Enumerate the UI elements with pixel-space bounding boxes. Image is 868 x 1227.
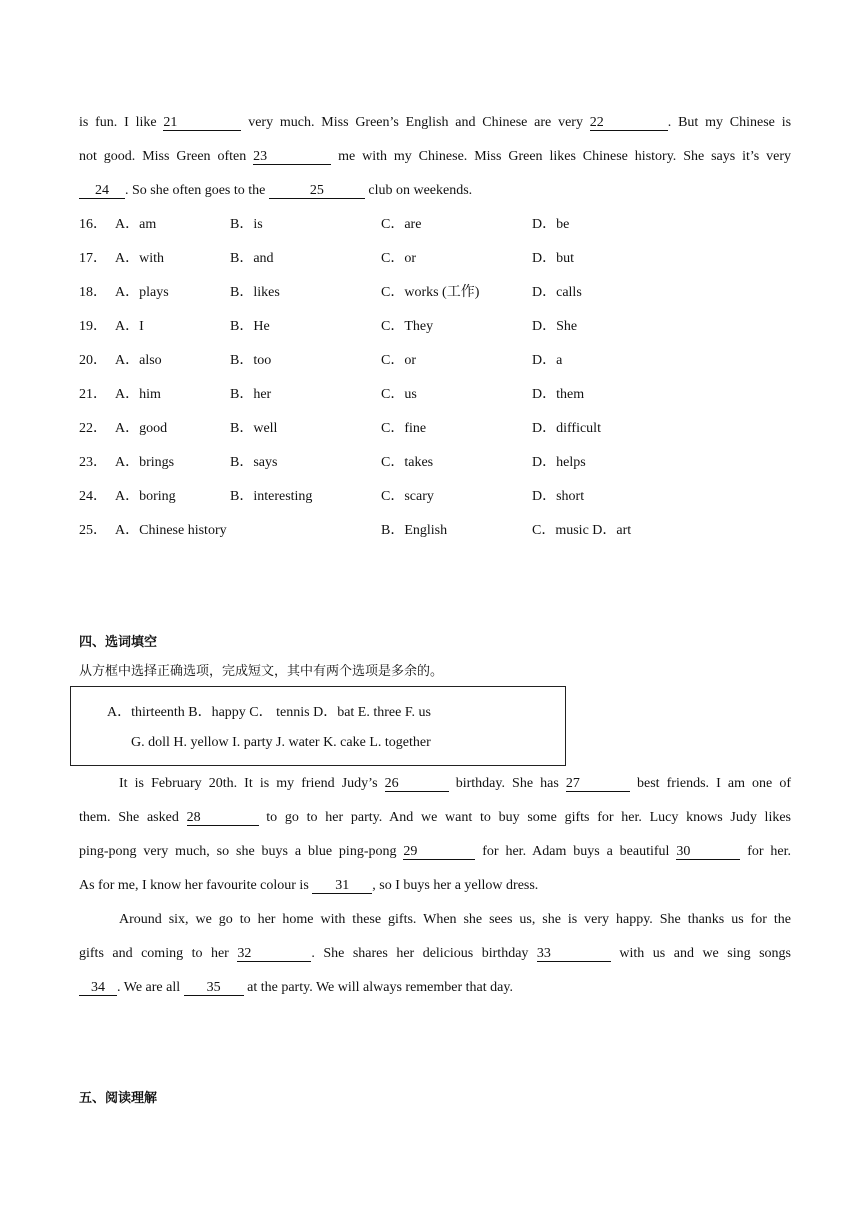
text: . So she often goes to the [125, 183, 266, 198]
passage2-p1-line2 [79, 808, 791, 828]
text: As for me, I know her favourite colour is [79, 878, 309, 893]
text: club on weekends. [368, 183, 473, 198]
option-b: B．He [230, 319, 270, 334]
text: . We are all [117, 980, 181, 995]
blank-21: 21 [163, 115, 241, 131]
option-d: D．but [532, 251, 574, 266]
passage2-p1-line1 [119, 774, 791, 794]
option-b: B．well [230, 421, 278, 436]
passage1-line3 [79, 181, 791, 201]
blank-30: 30 [676, 844, 740, 860]
text: for her. [747, 844, 792, 859]
text: is fun. I like [79, 115, 157, 130]
passage2-p2-line1 [119, 910, 791, 930]
section-4-instruction: 从方框中选择正确选项，完成短文，其中有两个选项是多余的。 [79, 664, 444, 679]
passage1-line2 [79, 147, 791, 167]
question-number: 25． [79, 523, 107, 538]
option-d: D．be [532, 217, 570, 232]
text: , so I buys her a yellow dress. [372, 878, 539, 893]
option-c: C．music D．art [532, 523, 632, 538]
passage1-line1 [79, 113, 791, 133]
blank-27: 27 [566, 776, 630, 792]
passage2-p1-line4 [79, 876, 791, 896]
question-number: 22． [79, 421, 107, 436]
text: me with my Chinese. Miss Green likes Chinese history. She says it’s very [338, 149, 792, 164]
text: for her. Adam buys a beautiful [482, 844, 670, 859]
text: not good. Miss Green often [79, 149, 247, 164]
blank-25: 25 [269, 183, 365, 199]
text: Around six, we go to her home with these gifts. When she sees us, she is very happy. She thanks us for the [119, 912, 791, 927]
blank-29: 29 [403, 844, 475, 860]
option-a: A．plays [115, 285, 169, 300]
question-number: 20． [79, 353, 107, 368]
option-b: B．says [230, 455, 278, 470]
blank-22: 22 [590, 115, 668, 131]
option-c: C．or [381, 251, 416, 266]
option-a: A．boring [115, 489, 176, 504]
blank-34: 34 [79, 980, 117, 996]
question-number: 24． [79, 489, 107, 504]
blank-35: 35 [184, 980, 244, 996]
option-c: C．fine [381, 421, 427, 436]
blank-24: 24 [79, 183, 125, 199]
blank-33: 33 [537, 946, 611, 962]
question-number: 23． [79, 455, 107, 470]
option-b: B．too [230, 353, 272, 368]
option-a: A．I [115, 319, 144, 334]
question-number: 16． [79, 217, 107, 232]
text: very much. Miss Green’s English and Chinese are very [248, 115, 583, 130]
text: gifts and coming to her [79, 946, 229, 961]
option-a: A．Chinese history [115, 523, 227, 538]
question-number: 17． [79, 251, 107, 266]
option-a: A．good [115, 421, 168, 436]
option-c: C．or [381, 353, 416, 368]
option-d: D．She [532, 319, 578, 334]
section-4-heading: 四、选词填空 [79, 635, 158, 650]
passage2-p2-line3 [79, 978, 791, 998]
passage2-p1-line3 [79, 842, 791, 862]
option-c: C．takes [381, 455, 434, 470]
option-b: B．and [230, 251, 274, 266]
option-d: D．short [532, 489, 585, 504]
option-d: D．them [532, 387, 585, 402]
passage2-p2-line2 [79, 944, 791, 964]
question-number: 21． [79, 387, 107, 402]
option-a: A．am [115, 217, 157, 232]
option-a: A．him [115, 387, 161, 402]
text: It is February 20th. It is my friend Judy’s [119, 776, 378, 791]
option-c: C．works (工作) [381, 285, 480, 300]
option-b: B．interesting [230, 489, 313, 504]
question-number: 19． [79, 319, 107, 334]
text: birthday. She has [455, 776, 559, 791]
word-box-line-2: G. doll H. yellow I. party J. water K. cake L. together [131, 735, 431, 750]
text: with us and we sing songs [619, 946, 791, 961]
text: them. She asked [79, 810, 179, 825]
option-c: C．are [381, 217, 422, 232]
option-a: A．brings [115, 455, 175, 470]
option-c: C．us [381, 387, 417, 402]
option-b: B．English [381, 523, 448, 538]
section-5-heading: 五、阅读理解 [79, 1091, 158, 1106]
text: at the party. We will always remember that day. [247, 980, 513, 995]
option-b: B．her [230, 387, 272, 402]
text: to go to her party. And we want to buy some gifts for her. Lucy knows Judy likes [266, 810, 792, 825]
option-a: A．with [115, 251, 164, 266]
option-c: C．They [381, 319, 434, 334]
option-d: D．difficult [532, 421, 601, 436]
text: best friends. I am one of [637, 776, 792, 791]
word-box-line-1: A．thirteenth B．happy C． tennis D．bat E. three F. us [107, 705, 431, 720]
option-d: D．calls [532, 285, 582, 300]
blank-23: 23 [253, 149, 331, 165]
blank-28: 28 [187, 810, 259, 826]
word-box [70, 686, 566, 766]
text: . But my Chinese is [667, 115, 792, 130]
option-d: D．a [532, 353, 563, 368]
text: . She shares her delicious birthday [311, 946, 529, 961]
option-b: B．likes [230, 285, 280, 300]
question-number: 18． [79, 285, 107, 300]
blank-26: 26 [385, 776, 449, 792]
text: ping-pong very much, so she buys a blue ping-pong [79, 844, 397, 859]
option-b: B．is [230, 217, 263, 232]
option-c: C．scary [381, 489, 434, 504]
option-a: A．also [115, 353, 162, 368]
option-d: D．helps [532, 455, 586, 470]
blank-32: 32 [237, 946, 311, 962]
blank-31: 31 [312, 878, 372, 894]
